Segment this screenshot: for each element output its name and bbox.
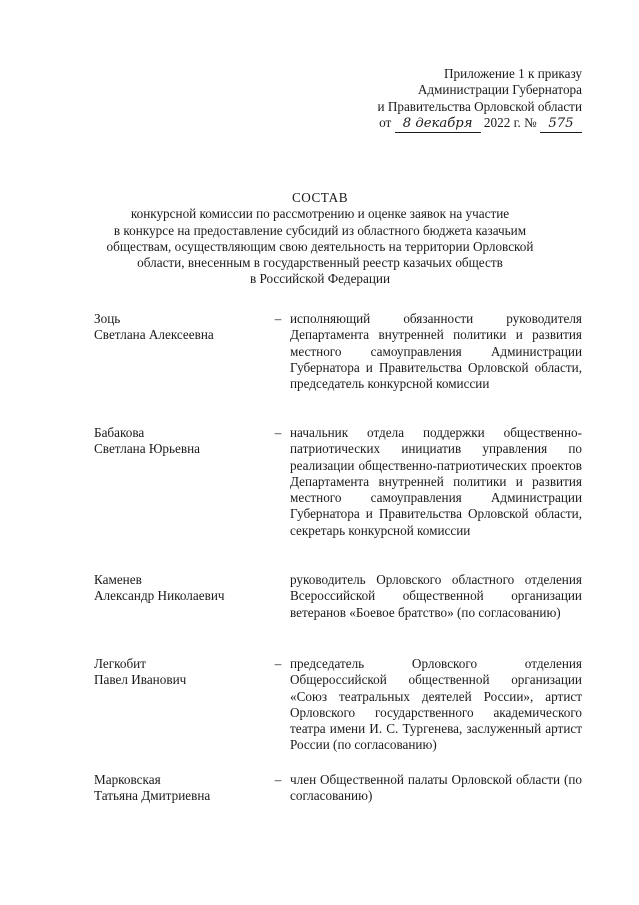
member-description: начальник отдела поддержки общественно-патриотических инициатив управления по реализации общественно-патриотических проектов Департамента внутренней политики и развития местного самоуправления Администрации Губернатора и Правительства Орловской области, секретарь конкурсной комиссии <box>290 425 582 538</box>
member-surname: Марковская <box>94 772 161 787</box>
member-surname: Бабакова <box>94 425 145 440</box>
title-line-5: в Российской Федерации <box>249 271 391 287</box>
member-description: член Общественной палаты Орловской области (по согласованию) <box>290 772 582 804</box>
title-line-2: в конкурсе на предоставление субсидий из областного бюджета казачьим <box>113 222 527 238</box>
title-line-4: области, внесенным в государственный реестр казачьих обществ <box>137 255 503 271</box>
member-name <box>94 656 269 689</box>
header-date-line <box>300 115 582 133</box>
member-given-name: Светлана Алексеевна <box>94 327 214 343</box>
member-name <box>94 572 269 605</box>
member-dash: – <box>274 772 282 787</box>
member-description: руководитель Орловского областного отделения Всероссийской общественной организации ветеранов «Боевое братство» (по согласованию) <box>290 572 582 620</box>
header-line-2: Администрации Губернатора <box>417 82 582 98</box>
title-line-1: конкурсной комиссии по рассмотрению и оценке заявок на участие <box>130 206 510 222</box>
header-line-1: Приложение 1 к приказу <box>444 66 582 81</box>
appendix-header <box>300 66 582 133</box>
member-description: исполняющий обязанности руководителя Департамента внутренней политики и развития местного самоуправления Администрации Губернатора и Правительства Орловской области, председатель конкурсной комиссии <box>290 311 582 392</box>
document-title <box>60 190 580 288</box>
year-text: 2022 г. № <box>483 114 537 130</box>
member-name <box>94 311 269 344</box>
member-given-name: Александр Николаевич <box>94 588 225 604</box>
member-surname: Легкобит <box>94 656 146 671</box>
member-description: председатель Орловского отделения Общероссийской общественной организации «Союз театральных деятелей России», артист Орловского государственного академического театра имени И. С. Тургенева, заслуженный артист России (по согласованию) <box>290 656 582 753</box>
member-given-name: Павел Иванович <box>94 672 187 688</box>
member-name <box>94 425 269 458</box>
member-name <box>94 772 269 805</box>
member-dash: – <box>274 311 282 326</box>
header-line-3: и Правительства Орловской области <box>377 98 582 114</box>
title-heading: СОСТАВ <box>292 190 348 205</box>
member-given-name: Татьяна Дмитриевна <box>94 788 211 804</box>
member-surname: Зоць <box>94 311 121 326</box>
member-dash: – <box>274 425 282 440</box>
handwritten-date: 8 декабря <box>395 115 481 133</box>
handwritten-number: 575 <box>540 115 582 133</box>
title-line-3: обществам, осуществляющим свою деятельность на территории Орловской <box>106 238 534 254</box>
date-prefix: от <box>379 114 392 130</box>
member-given-name: Светлана Юрьевна <box>94 441 201 457</box>
member-dash: – <box>274 656 282 671</box>
member-surname: Каменев <box>94 572 142 587</box>
